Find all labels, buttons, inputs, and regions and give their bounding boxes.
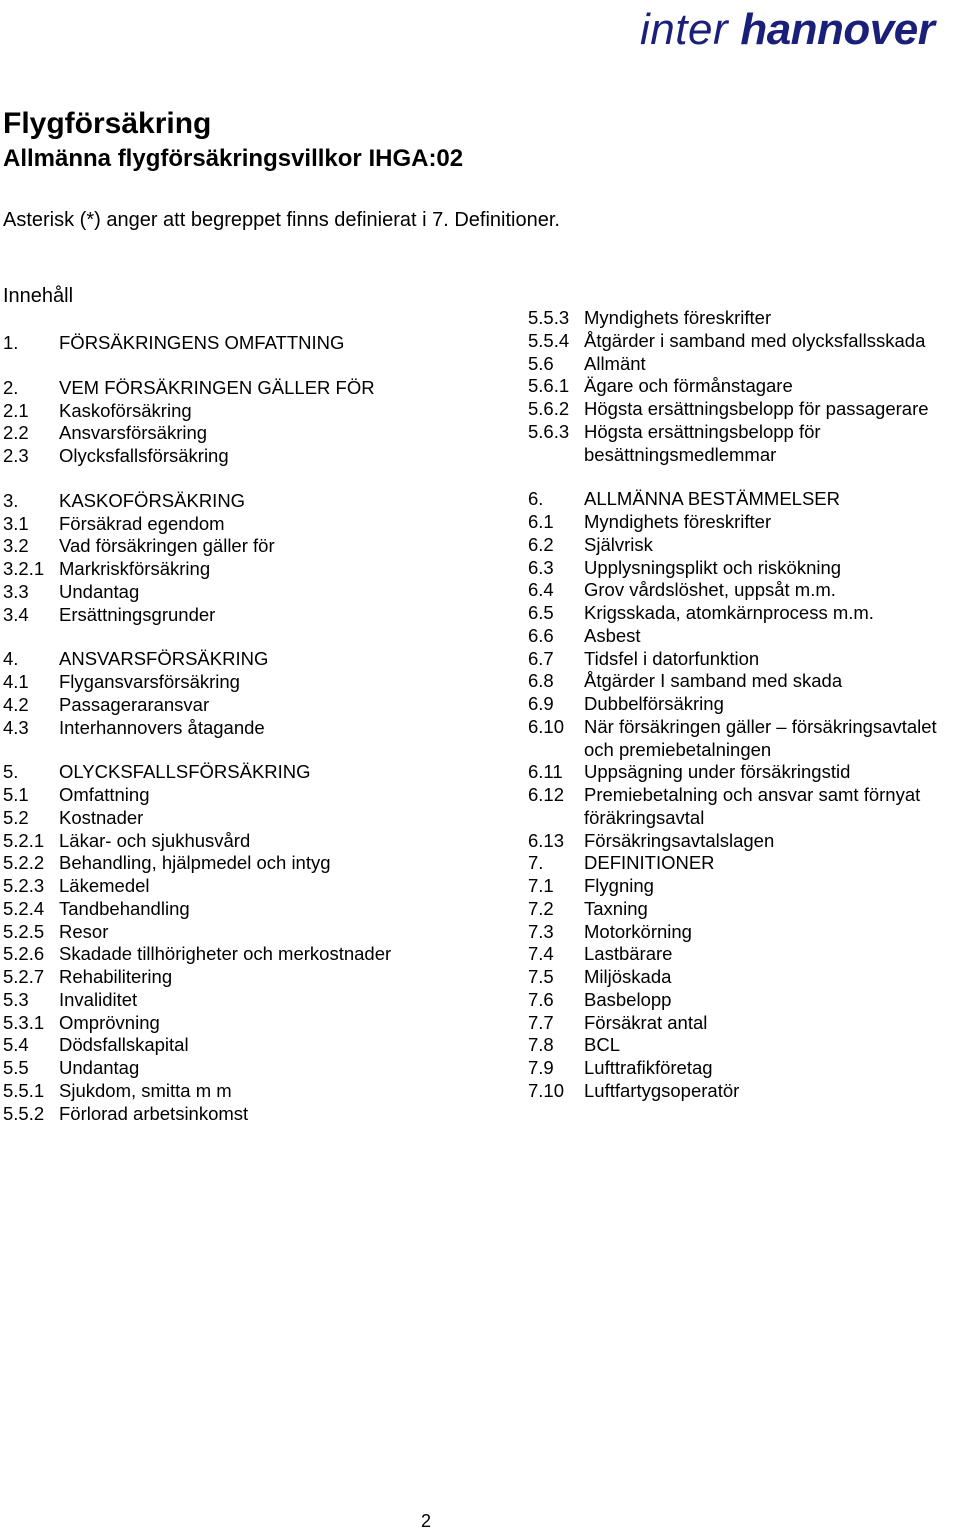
toc-entry-label: Vad försäkringen gäller för [59,535,275,557]
toc-entry-number: 3.1 [3,512,29,534]
toc-entry-label: Sjukdom, smitta m m [59,1079,232,1101]
toc-entry[interactable] [3,943,503,966]
toc-entry-number: 5.5 [3,1057,29,1078]
toc-entry-number: 5.5.4 [528,329,570,351]
toc-entry-label: Rehabilitering [59,966,173,987]
toc-entry[interactable] [528,625,960,648]
toc-entry-label: Behandling, hjälpmedel och intyg [59,852,331,874]
toc-entry-label: Flygansvarsförsäkring [59,671,240,692]
toc-right-column [528,307,960,1103]
toc-entry[interactable] [3,989,503,1012]
toc-entry-label: ANSVARSFÖRSÄKRING [59,648,269,670]
toc-entry-number: 7.3 [528,920,554,942]
toc-entry-number: 5.2 [3,806,29,828]
toc-entry[interactable] [3,558,503,581]
toc-spacer [528,466,960,488]
toc-entry-label: Tidsfel i datorfunktion [584,647,760,669]
toc-entry-number: 5.5.2 [3,1102,45,1124]
toc-entry-label: BCL [584,1034,620,1056]
toc-entry-label: FÖRSÄKRINGENS OMFATTNING [59,332,345,353]
toc-entry-label: Ansvarsförsäkring [59,422,208,444]
toc-entry[interactable] [3,581,503,604]
toc-entry[interactable] [528,398,960,421]
toc-entry[interactable] [528,511,960,534]
toc-entry-label: ALLMÄNNA BESTÄMMELSER [584,488,840,510]
toc-entry-number: 7.8 [528,1034,554,1056]
toc-entry-number: 5.2.2 [3,852,45,874]
toc-entry-number: 6.11 [528,761,563,783]
toc-entry-label: Självrisk [584,533,653,555]
toc-entry-label: Taxning [584,897,648,919]
toc-entry-number: 5.5.1 [3,1079,45,1101]
toc-entry-label: Dödsfallskapital [59,1034,189,1056]
toc-entry-number: 6.3 [528,556,554,578]
toc-entry-label: Åtgärder I samband med skada [584,670,843,692]
toc-entry-number: 5.1 [3,784,29,805]
toc-entry[interactable] [528,852,960,875]
toc-entry[interactable] [528,693,960,716]
toc-entry[interactable] [3,1057,503,1080]
toc-entry-label: Markriskförsäkring [59,558,211,579]
toc-entry[interactable] [528,353,960,376]
toc-entry-label: Asbest [584,624,641,646]
toc-entry-label: Lastbärare [584,943,673,965]
toc-entry-label: Flygning [584,875,654,896]
toc-entry-label: Basbelopp [584,988,672,1010]
toc-entry[interactable] [528,648,960,671]
toc-entry[interactable] [528,579,960,602]
toc-entry-number: 3.3 [3,580,29,602]
toc-entry-label: Kaskoförsäkring [59,399,192,421]
toc-entry-number: 2.1 [3,399,29,421]
toc-entry-number: 7.5 [528,966,554,987]
toc-entry-number: 4. [3,648,19,670]
toc-entry[interactable] [528,830,960,853]
toc-entry-label: Ägare och förmånstagare [584,375,793,397]
toc-entry[interactable] [3,966,503,989]
toc-entry-number: 3.2 [3,535,29,557]
toc-entry-number: 5.4 [3,1034,29,1056]
toc-entry-number: 6.7 [528,647,554,669]
toc-entry-label: Försäkrat antal [584,1011,708,1033]
toc-entry-label: Högsta ersättningsbelopp för passagerare [584,398,929,419]
toc-entry[interactable] [3,1103,503,1126]
toc-entry-label: Åtgärder i samband med olycksfallsskada [584,329,926,351]
toc-entry-number: 5.6.1 [528,375,570,397]
toc-entry-number: 7.10 [528,1079,565,1101]
toc-entry[interactable] [528,1080,960,1103]
toc-entry-label: Myndighets föreskrifter [584,511,772,532]
toc-entry-number: 5.2.3 [3,875,45,896]
toc-entry-label: Läkemedel [59,875,150,896]
toc-entry-number: 7.2 [528,897,554,919]
toc-entry[interactable] [3,875,503,898]
toc-entry[interactable] [3,377,503,400]
toc-entry[interactable] [3,671,503,694]
toc-entry[interactable] [528,330,960,353]
toc-entry-number: 6.12 [528,784,565,805]
toc-entry-label: DEFINITIONER [584,852,715,874]
toc-entry-number: 5.6.2 [528,398,570,419]
toc-entry-number: 6.5 [528,602,554,623]
toc-entry-number: 7.9 [528,1057,554,1078]
toc-entry-number: 6.6 [528,624,554,646]
toc-entry[interactable] [528,534,960,557]
toc-entry[interactable] [3,648,503,671]
toc-entry-label: Premiebetalning och ansvar samt förnyat föräkringsavtal [584,784,921,828]
toc-entry-number: 4.1 [3,671,29,692]
toc-entry-number: 3.2.1 [3,558,45,579]
toc-entry-number: 7.1 [528,875,554,896]
document-title: Flygförsäkring [3,107,212,140]
toc-entry-label: Omfattning [59,784,150,805]
toc-entry-label: Resor [59,920,109,942]
toc-entry[interactable] [3,694,503,717]
toc-entry[interactable] [3,852,503,875]
toc-entry-number: 6.8 [528,670,554,692]
toc-spacer [3,355,503,377]
toc-entry-number: 5.6.3 [528,420,570,442]
toc-entry[interactable] [528,1012,960,1035]
toc-spacer [3,468,503,490]
toc-entry[interactable] [3,1012,503,1035]
toc-entry[interactable] [528,784,960,830]
toc-entry-label: Lufttrafikföretag [584,1057,713,1078]
toc-entry[interactable] [3,445,503,468]
inter-hannover-logo [640,4,956,56]
toc-heading: Innehåll [3,285,74,307]
toc-entry-label: Passageraransvar [59,693,210,715]
toc-entry-label: Invaliditet [59,988,138,1010]
toc-entry-number: 6. [528,488,544,510]
toc-entry-number: 7.7 [528,1011,554,1033]
toc-entry-number: 3.4 [3,603,29,625]
toc-entry-number: 5. [3,761,19,783]
toc-entry-label: Undantag [59,580,140,602]
toc-entry-label: Olycksfallsförsäkring [59,445,229,466]
toc-entry-number: 5.2.4 [3,897,45,919]
toc-entry-number: 5.2.1 [3,829,45,851]
toc-entry[interactable] [528,1034,960,1057]
toc-entry[interactable] [3,717,503,740]
toc-entry[interactable] [3,921,503,944]
toc-spacer [3,739,503,761]
toc-entry-label: Grov vårdslöshet, uppsåt m.m. [584,579,836,601]
toc-entry-label: Omprövning [59,1011,160,1033]
toc-entry-label: Förlorad arbetsinkomst [59,1102,249,1124]
toc-entry-number: 6.4 [528,579,554,601]
toc-entry[interactable] [3,513,503,536]
toc-entry-number: 2. [3,376,19,398]
toc-entry-label: Upplysningsplikt och riskökning [584,556,842,578]
toc-entry[interactable] [3,400,503,423]
toc-entry-number: 5.3 [3,988,29,1010]
toc-entry-label: Läkar- och sjukhusvård [59,829,251,851]
toc-entry-number: 5.2.6 [3,943,45,965]
toc-entry[interactable] [528,989,960,1012]
toc-entry-label: VEM FÖRSÄKRINGEN GÄLLER FÖR [59,376,375,398]
toc-entry-label: OLYCKSFALLSFÖRSÄKRING [59,761,311,783]
document-subtitle: Allmänna flygförsäkringsvillkor IHGA:02 [3,145,464,172]
toc-entry-number: 6.2 [528,533,554,555]
toc-entry-label: Myndighets föreskrifter [584,307,772,328]
toc-entry[interactable] [528,602,960,625]
toc-entry[interactable] [528,1057,960,1080]
toc-entry[interactable] [3,1080,503,1103]
toc-entry[interactable] [3,784,503,807]
toc-entry[interactable] [3,490,503,513]
toc-entry[interactable] [3,807,503,830]
toc-entry-label: Kostnader [59,806,144,828]
toc-entry-label: Uppsägning under försäkringstid [584,761,851,783]
toc-entry-label: KASKOFÖRSÄKRING [59,489,246,511]
toc-entry-number: 5.2.5 [3,920,45,942]
toc-entry-label: Högsta ersättningsbelopp för besättningsmedlemmar [584,420,821,465]
toc-entry[interactable] [528,375,960,398]
toc-entry[interactable] [528,307,960,330]
toc-entry[interactable] [3,898,503,921]
asterisk-note: Asterisk (*) anger att begreppet finns definierat i 7. Definitioner. [3,209,560,231]
toc-entry-number: 5.6 [528,352,554,374]
toc-entry[interactable] [3,830,503,853]
toc-entry[interactable] [528,670,960,693]
toc-entry[interactable] [528,875,960,898]
toc-entry-number: 6.10 [528,715,565,737]
toc-spacer [3,626,503,648]
toc-entry-label: Undantag [59,1057,140,1078]
toc-entry-label: Krigsskada, atomkärnprocess m.m. [584,602,874,623]
toc-entry-label: Dubbelförsäkring [584,693,724,714]
toc-entry-label: Försäkrad egendom [59,512,225,534]
toc-left-column [3,332,503,1125]
toc-entry-number: 5.2.7 [3,966,45,987]
toc-entry[interactable] [3,422,503,445]
toc-entry-label: Tandbehandling [59,897,190,919]
toc-entry-label: Allmänt [584,352,646,374]
toc-entry[interactable] [3,1034,503,1057]
toc-entry[interactable] [528,557,960,580]
toc-entry-number: 6.13 [528,829,565,851]
toc-entry-number: 2.3 [3,445,29,466]
toc-entry-number: 5.5.3 [528,307,570,328]
toc-entry-number: 4.2 [3,693,29,715]
toc-entry-number: 7.6 [528,988,554,1010]
toc-entry-label: Motorkörning [584,920,692,942]
toc-entry-number: 1. [3,332,19,353]
toc-entry-label: Miljöskada [584,966,672,987]
toc-entry[interactable] [528,716,960,762]
toc-entry-number: 2.2 [3,422,29,444]
toc-entry[interactable] [3,535,503,558]
toc-entry-number: 7.4 [528,943,554,965]
toc-entry-label: Försäkringsavtalslagen [584,829,775,851]
toc-entry-label: Skadade tillhörigheter och merkostnader [59,943,392,965]
toc-entry-label: Ersättningsgrunder [59,603,216,625]
toc-entry-number: 5.3.1 [3,1011,45,1033]
toc-entry-label: Luftfartygsoperatör [584,1079,740,1101]
toc-entry[interactable] [3,604,503,627]
toc-entry[interactable] [528,421,960,467]
toc-entry-number: 6.1 [528,511,554,532]
toc-entry-number: 4.3 [3,716,29,738]
toc-entry-label: Interhannovers åtagande [59,716,265,738]
toc-entry[interactable] [3,761,503,784]
toc-entry[interactable] [528,488,960,511]
toc-entry[interactable] [528,921,960,944]
logo-part-hannover: hannover [740,5,935,54]
toc-entry[interactable] [528,761,960,784]
toc-entry-number: 3. [3,489,19,511]
toc-entry[interactable] [528,966,960,989]
toc-entry-number: 6.9 [528,693,554,714]
toc-entry[interactable] [528,943,960,966]
toc-entry-label: När försäkringen gäller – försäkringsavtalet och premiebetalningen [584,715,937,760]
page-number: 2 [421,1511,432,1531]
toc-entry[interactable] [3,332,503,355]
logo-part-inter: inter [640,5,729,54]
toc-entry[interactable] [528,898,960,921]
toc-entry-number: 7. [528,852,544,874]
